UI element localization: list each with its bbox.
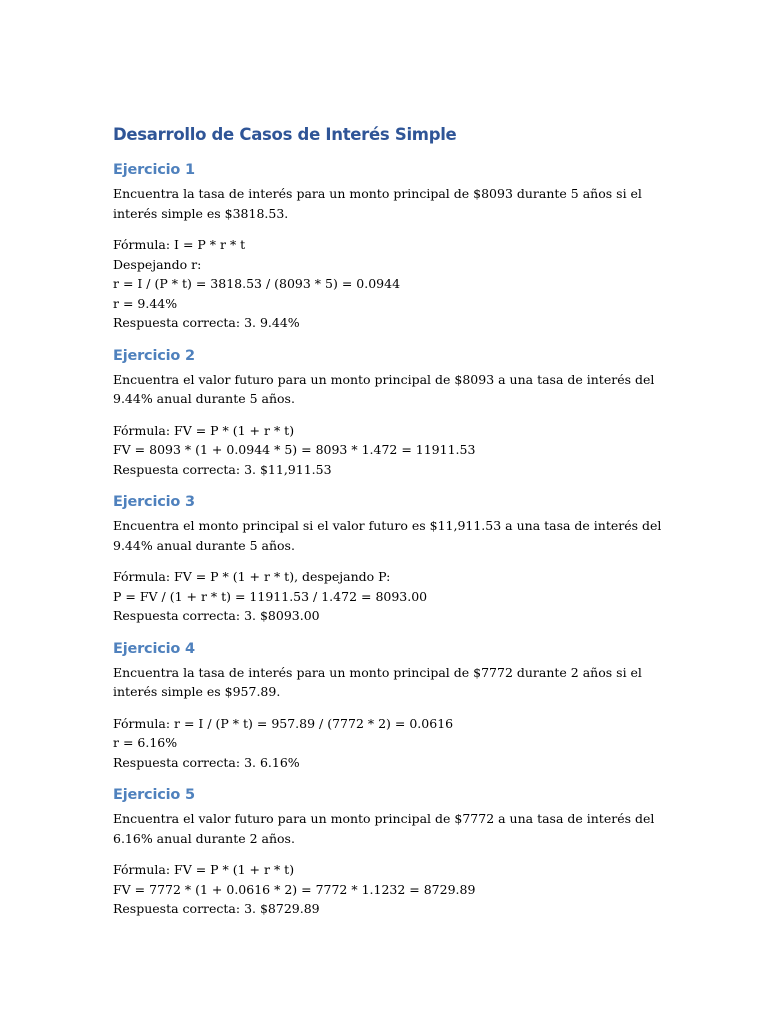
exercise-section [113, 346, 663, 480]
solution-line: FV = 7772 * (1 + 0.0616 * 2) = 7772 * 1.1232 = 8729.89 [113, 881, 476, 897]
exercise-statement: Encuentra el valor futuro para un monto principal de $7772 a una tasa de interés del 6.16% anual durante 2 años. [113, 811, 655, 846]
answer-line: Respuesta correcta: 3. $8093.00 [113, 608, 320, 623]
exercise-heading: Ejercicio 1 [113, 162, 195, 178]
solution-line: FV = 8093 * (1 + 0.0944 * 5) = 8093 * 1.472 = 11911.53 [113, 442, 476, 457]
exercise-section [113, 492, 663, 626]
solution-line: r = 9.44% [113, 295, 178, 311]
exercise-section [113, 785, 663, 919]
answer-line: Respuesta correcta: 3. $11,911.53 [113, 461, 332, 477]
exercise-section [113, 639, 663, 773]
exercise-statement: Encuentra la tasa de interés para un monto principal de $8093 durante 5 años si el interés simple es $3818.53. [113, 186, 642, 221]
exercise-heading: Ejercicio 3 [113, 494, 195, 510]
exercise-statement: Encuentra el valor futuro para un monto principal de $8093 a una tasa de interés del 9.44% anual durante 5 años. [113, 371, 655, 406]
document-title: Desarrollo de Casos de Interés Simple [113, 125, 457, 144]
solution-line: Fórmula: I = P * r * t [113, 237, 246, 252]
solution-line: r = I / (P * t) = 3818.53 / (8093 * 5) = 0.0944 [113, 276, 401, 291]
exercise-solution [113, 714, 663, 773]
exercise-solution [113, 421, 663, 480]
exercise-heading: Ejercicio 5 [113, 787, 195, 803]
solution-line: Fórmula: r = I / (P * t) = 957.89 / (7772 * 2) = 0.0616 [113, 715, 454, 731]
exercise-solution [113, 860, 663, 919]
solution-line: Fórmula: FV = P * (1 + r * t) [113, 422, 295, 438]
solution-line: Despejando r: [113, 256, 202, 272]
answer-line: Respuesta correcta: 3. 6.16% [113, 754, 300, 770]
exercise-heading: Ejercicio 4 [113, 640, 195, 657]
answer-line: Respuesta correcta: 3. $8729.89 [113, 901, 320, 916]
exercise-statement: Encuentra el monto principal si el valor futuro es $11,911.53 a una tasa de interés del 9.44% anual durante 5 años. [113, 518, 662, 553]
exercise-solution [113, 235, 663, 333]
exercise-heading: Ejercicio 2 [113, 347, 195, 364]
solution-line: r = 6.16% [113, 735, 178, 750]
solution-line: Fórmula: FV = P * (1 + r * t) [113, 862, 295, 877]
solution-line: Fórmula: FV = P * (1 + r * t), despejando P: [113, 569, 391, 584]
exercise-statement: Encuentra la tasa de interés para un monto principal de $7772 durante 2 años si el interés simple es $957.89. [113, 664, 642, 699]
answer-line: Respuesta correcta: 3. 9.44% [113, 315, 300, 330]
exercise-section [113, 160, 663, 333]
document-page [113, 124, 663, 932]
exercise-solution [113, 567, 663, 626]
solution-line: P = FV / (1 + r * t) = 11911.53 / 1.472 = 8093.00 [113, 588, 428, 604]
